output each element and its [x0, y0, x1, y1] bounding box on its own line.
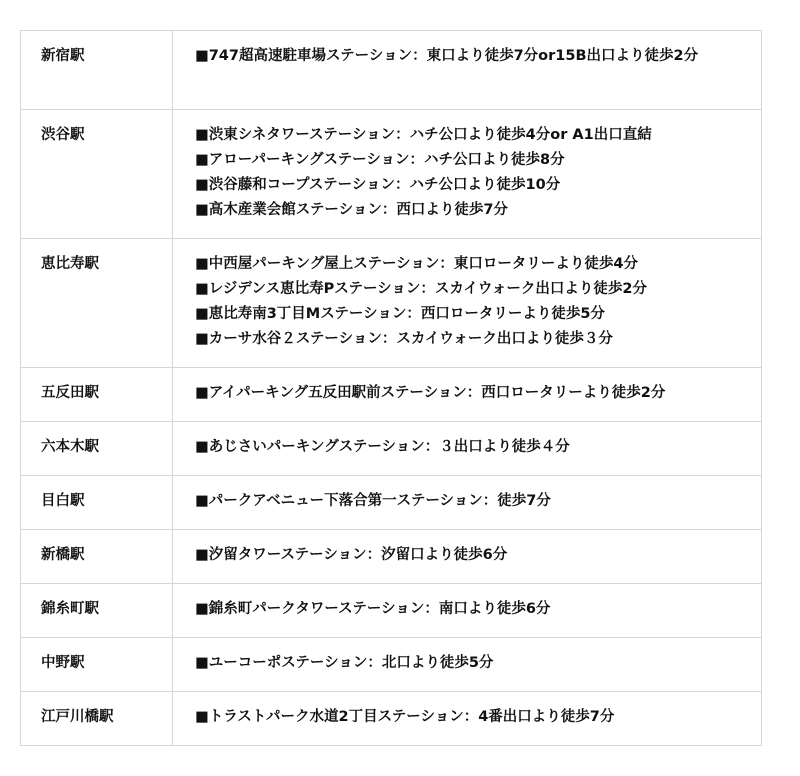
station-name: 錦糸町駅	[21, 584, 173, 638]
parking-lots-cell	[173, 31, 762, 110]
table-row	[21, 476, 762, 530]
parking-lots-cell	[173, 422, 762, 476]
table-row	[21, 530, 762, 584]
parking-lots-cell	[173, 584, 762, 638]
parking-lot-item: ■あじさいパーキングステーション：３出口より徒歩４分	[195, 439, 570, 455]
station-name: 恵比寿駅	[21, 239, 173, 368]
parking-lot-item: ■レジデンス恵比寿Pステーション：スカイウォーク出口より徒歩2分	[195, 281, 647, 297]
table-row	[21, 584, 762, 638]
station-parking-table	[20, 30, 762, 746]
station-name: 目白駅	[21, 476, 173, 530]
parking-lot-item: ■中西屋パーキング屋上ステーション：東口ロータリーより徒歩4分	[195, 256, 638, 272]
station-table-container	[20, 30, 762, 746]
parking-lot-item: ■カーサ水谷２ステーション：スカイウォーク出口より徒歩３分	[195, 331, 613, 347]
parking-lots-cell	[173, 476, 762, 530]
parking-lot-item: ■747超高速駐車場ステーション：東口より徒歩7分or15B出口より徒歩2分	[195, 48, 699, 64]
parking-lot-item: ■アイパーキング五反田駅前ステーション：西口ロータリーより徒歩2分	[195, 385, 666, 401]
parking-lots-cell	[173, 110, 762, 239]
parking-lot-item: ■恵比寿南3丁目Mステーション：西口ロータリーより徒歩5分	[195, 306, 605, 322]
station-name: 五反田駅	[21, 368, 173, 422]
table-row	[21, 31, 762, 110]
parking-lot-item: ■パークアベニュー下落合第一ステーション：徒歩7分	[195, 493, 551, 509]
table-row	[21, 422, 762, 476]
station-name: 渋谷駅	[21, 110, 173, 239]
station-name: 新橋駅	[21, 530, 173, 584]
table-row	[21, 239, 762, 368]
table-row	[21, 368, 762, 422]
station-name: 中野駅	[21, 638, 173, 692]
parking-lots-cell	[173, 692, 762, 746]
station-name: 江戸川橋駅	[21, 692, 173, 746]
parking-lots-cell	[173, 530, 762, 584]
parking-lot-item: ■錦糸町パークタワーステーション：南口より徒歩6分	[195, 601, 551, 617]
parking-lots-cell	[173, 368, 762, 422]
parking-lot-item: ■アローパーキングステーション：ハチ公口より徒歩8分	[195, 152, 565, 168]
parking-lot-item: ■高木産業会館ステーション：西口より徒歩7分	[195, 202, 508, 218]
parking-lot-item: ■汐留タワーステーション：汐留口より徒歩6分	[195, 547, 508, 563]
table-row	[21, 110, 762, 239]
parking-lot-item: ■トラストパーク水道2丁目ステーション：4番出口より徒歩7分	[195, 709, 615, 725]
station-name: 六本木駅	[21, 422, 173, 476]
station-name: 新宿駅	[21, 31, 173, 110]
parking-lot-item: ■渋谷藤和コープステーション：ハチ公口より徒歩10分	[195, 177, 561, 193]
parking-lots-cell	[173, 239, 762, 368]
table-row	[21, 638, 762, 692]
parking-lot-item: ■渋東シネタワーステーション：ハチ公口より徒歩4分or A1出口直結	[195, 127, 652, 143]
parking-lot-item: ■ユーコーポステーション：北口より徒歩5分	[195, 655, 494, 671]
table-row	[21, 692, 762, 746]
parking-lots-cell	[173, 638, 762, 692]
